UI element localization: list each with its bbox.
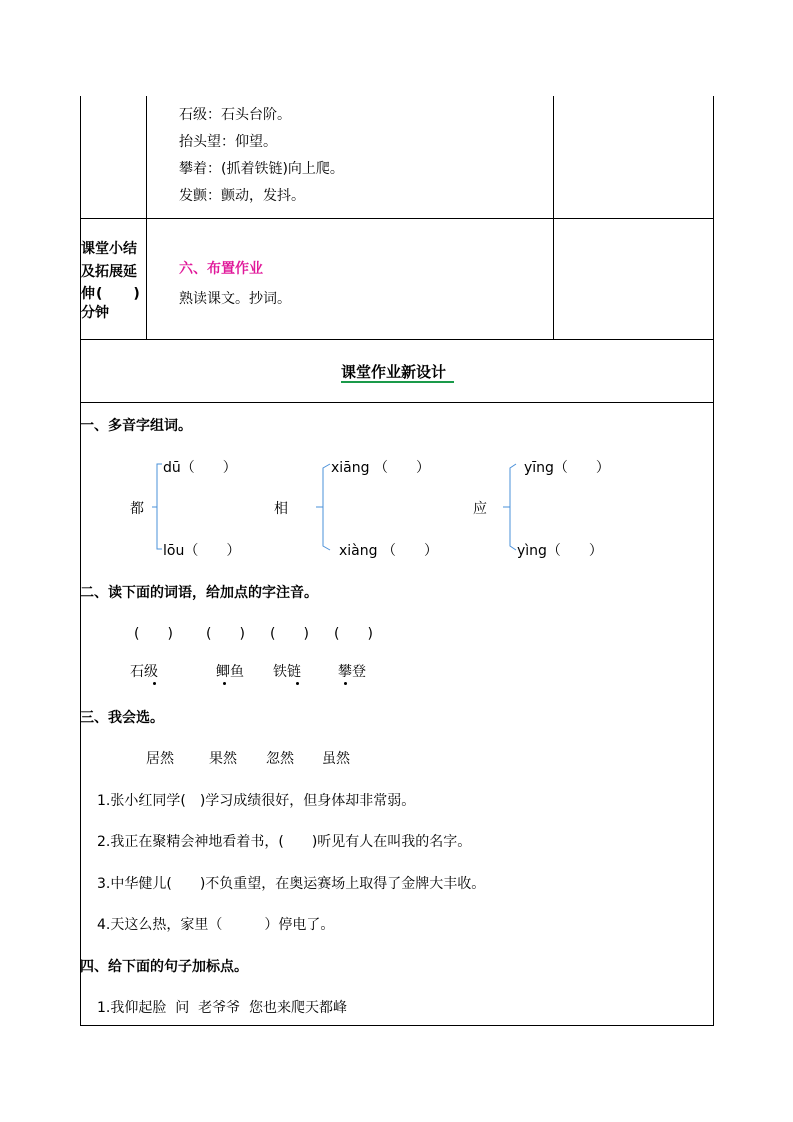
q3-item-2: 2.我正在聚精会神地看着书，( )听见有人在叫我的名字。 <box>97 834 472 850</box>
q3-option-1: 居然 <box>146 751 174 767</box>
vocab-line-2: 抬头望：仰望。 <box>179 134 277 150</box>
q1-xiang-top: xiāng （ ） <box>331 460 430 476</box>
q1-ying-bottom: yìng（ ） <box>517 543 603 559</box>
q4-item-1: 1.我仰起脸 问 老爷爷 您也来爬天都峰 <box>97 1000 348 1016</box>
q1-xiang-bottom: xiàng （ ） <box>339 543 438 559</box>
q3-option-3: 忽然 <box>266 751 294 767</box>
q1-du-bottom: lōu（ ） <box>163 543 241 559</box>
bracket-du <box>152 464 162 549</box>
section-title: 课堂作业新设计 <box>341 363 447 381</box>
q3-heading: 三、我会选。 <box>80 710 164 726</box>
q2-word-4: 攀登 <box>338 664 366 680</box>
homework-heading: 六、布置作业 <box>179 261 263 277</box>
table-border-left <box>80 96 81 1026</box>
q2-word-1: 石级 <box>130 664 158 680</box>
emphasis-dot-3 <box>296 682 299 685</box>
q1-du-top: dū（ ） <box>163 460 237 476</box>
q4-heading: 四、给下面的句子加标点。 <box>80 959 248 975</box>
summary-label-line-2: 及拓展延 <box>81 264 137 280</box>
q3-item-1: 1.张小红同学( )学习成绩很好，但身体却非常弱。 <box>97 793 416 809</box>
q2-word-2: 鲫鱼 <box>216 664 244 680</box>
homework-content: 熟读课文。抄词。 <box>179 291 291 307</box>
q2-heading: 二、读下面的词语，给加点的字注音。 <box>80 585 318 601</box>
q3-option-4: 虽然 <box>322 751 350 767</box>
bracket-xiang <box>316 464 330 550</box>
emphasis-dot-2 <box>223 682 226 685</box>
table-row-divider-2 <box>80 339 714 340</box>
q1-ying-top: yīng（ ） <box>524 460 610 476</box>
table-row-divider-1 <box>80 218 714 219</box>
q1-char-xiang: 相 <box>274 501 288 517</box>
table-border-bottom <box>80 1025 714 1026</box>
q2-blank-1: ( ) <box>134 626 173 642</box>
summary-label-line-1: 课堂小结 <box>81 241 137 257</box>
q3-item-4: 4.天这么热，家里（ ）停电了。 <box>97 917 335 933</box>
table-border-right <box>713 96 714 1026</box>
q3-item-3: 3.中华健儿( )不负重望，在奥运赛场上取得了金牌大丰收。 <box>97 876 486 892</box>
vocab-line-3: 攀着：(抓着铁链)向上爬。 <box>179 161 344 177</box>
q3-option-2: 果然 <box>209 751 237 767</box>
q1-heading: 一、多音字组词。 <box>80 418 192 434</box>
emphasis-dot-4 <box>344 682 347 685</box>
section-title-underline <box>341 381 454 383</box>
bracket-ying <box>503 464 516 550</box>
vocab-line-1: 石级：石头台阶。 <box>179 107 291 123</box>
q1-char-du: 都 <box>130 501 144 517</box>
q2-blank-3: ( ) <box>270 626 309 642</box>
summary-label-line-4: 分钟 <box>81 305 109 321</box>
q2-blank-4: ( ) <box>334 626 373 642</box>
q2-word-3: 铁链 <box>273 664 301 680</box>
q2-blank-2: ( ) <box>206 626 245 642</box>
q1-char-ying: 应 <box>473 501 487 517</box>
table-row-divider-3 <box>80 402 714 403</box>
vocab-line-4: 发颤：颤动，发抖。 <box>179 188 305 204</box>
emphasis-dot-1 <box>153 682 156 685</box>
summary-label-line-3: 伸( ) <box>81 286 141 302</box>
